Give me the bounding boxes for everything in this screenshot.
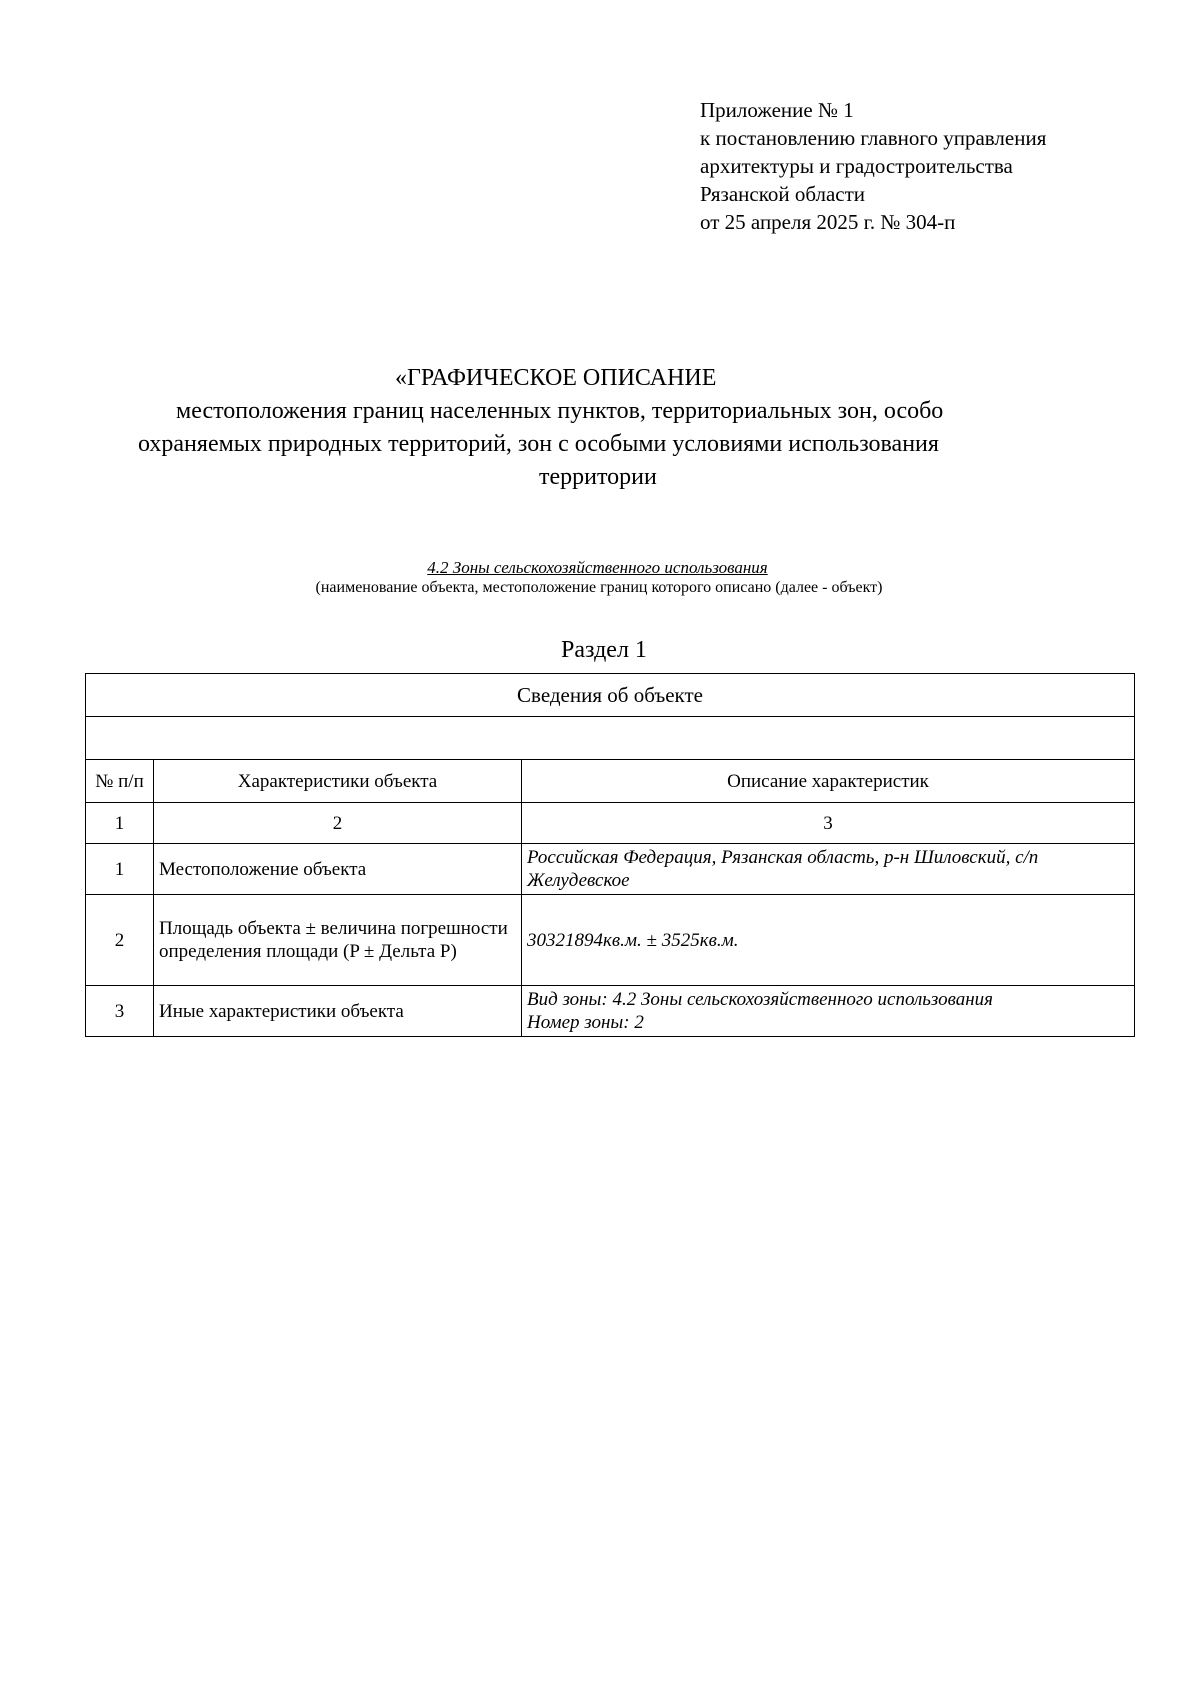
table-column-numbers-row [86, 803, 1135, 844]
object-name: 4.2 Зоны сельскохозяйственного использования [427, 558, 768, 577]
appendix-line: от 25 апреля 2025 г. № 304-п [700, 210, 956, 234]
appendix-line: Приложение № 1 [700, 98, 854, 122]
column-number: 3 [522, 803, 1135, 844]
title-line: «ГРАФИЧЕСКОЕ ОПИСАНИЕ [395, 365, 717, 391]
object-name-block [0, 558, 1200, 598]
column-number: 1 [86, 803, 154, 844]
row-description: Российская Федерация, Рязанская область, р-н Шиловский, с/п Желудевское [522, 844, 1135, 895]
row-num: 3 [86, 986, 154, 1037]
table-caption: Сведения об объекте [86, 674, 1135, 717]
object-info-table [85, 673, 1135, 1037]
table-row [86, 895, 1135, 986]
row-characteristic: Иные характеристики объекта [154, 986, 522, 1037]
column-number: 2 [154, 803, 522, 844]
object-name-hint: (наименование объекта, местоположение границ которого описано (далее - объект) [315, 579, 883, 596]
row-num: 2 [86, 895, 154, 986]
row-description-line: Номер зоны: 2 [527, 1012, 644, 1033]
row-description-line: Вид зоны: 4.2 Зоны сельскохозяйственного использования [527, 989, 993, 1010]
row-description [522, 986, 1135, 1037]
table-row [86, 844, 1135, 895]
appendix-block [700, 96, 1046, 236]
appendix-line: к постановлению главного управления [700, 126, 1047, 150]
table-caption-row [86, 674, 1135, 717]
section-title: Раздел 1 [561, 637, 647, 663]
title-line: местоположения границ населенных пунктов, территориальных зон, особо [176, 398, 944, 424]
title-line: территории [539, 464, 657, 490]
header-description: Описание характеристик [522, 760, 1135, 803]
table-empty-row [86, 717, 1135, 760]
row-characteristic: Местоположение объекта [154, 844, 522, 895]
row-num: 1 [86, 844, 154, 895]
row-characteristic: Площадь объекта ± величина погрешности определения площади (P ± Дельта P) [154, 895, 522, 986]
appendix-line: архитектуры и градостроительства [700, 154, 1013, 178]
appendix-line: Рязанской области [700, 182, 866, 206]
row-description: 30321894кв.м. ± 3525кв.м. [522, 895, 1135, 986]
table-row [86, 986, 1135, 1037]
table-header-row [86, 760, 1135, 803]
title-line: охраняемых природных территорий, зон с особыми условиями использования [138, 431, 939, 457]
header-num: № п/п [86, 760, 154, 803]
table-empty-cell [86, 717, 1135, 760]
header-characteristic: Характеристики объекта [154, 760, 522, 803]
